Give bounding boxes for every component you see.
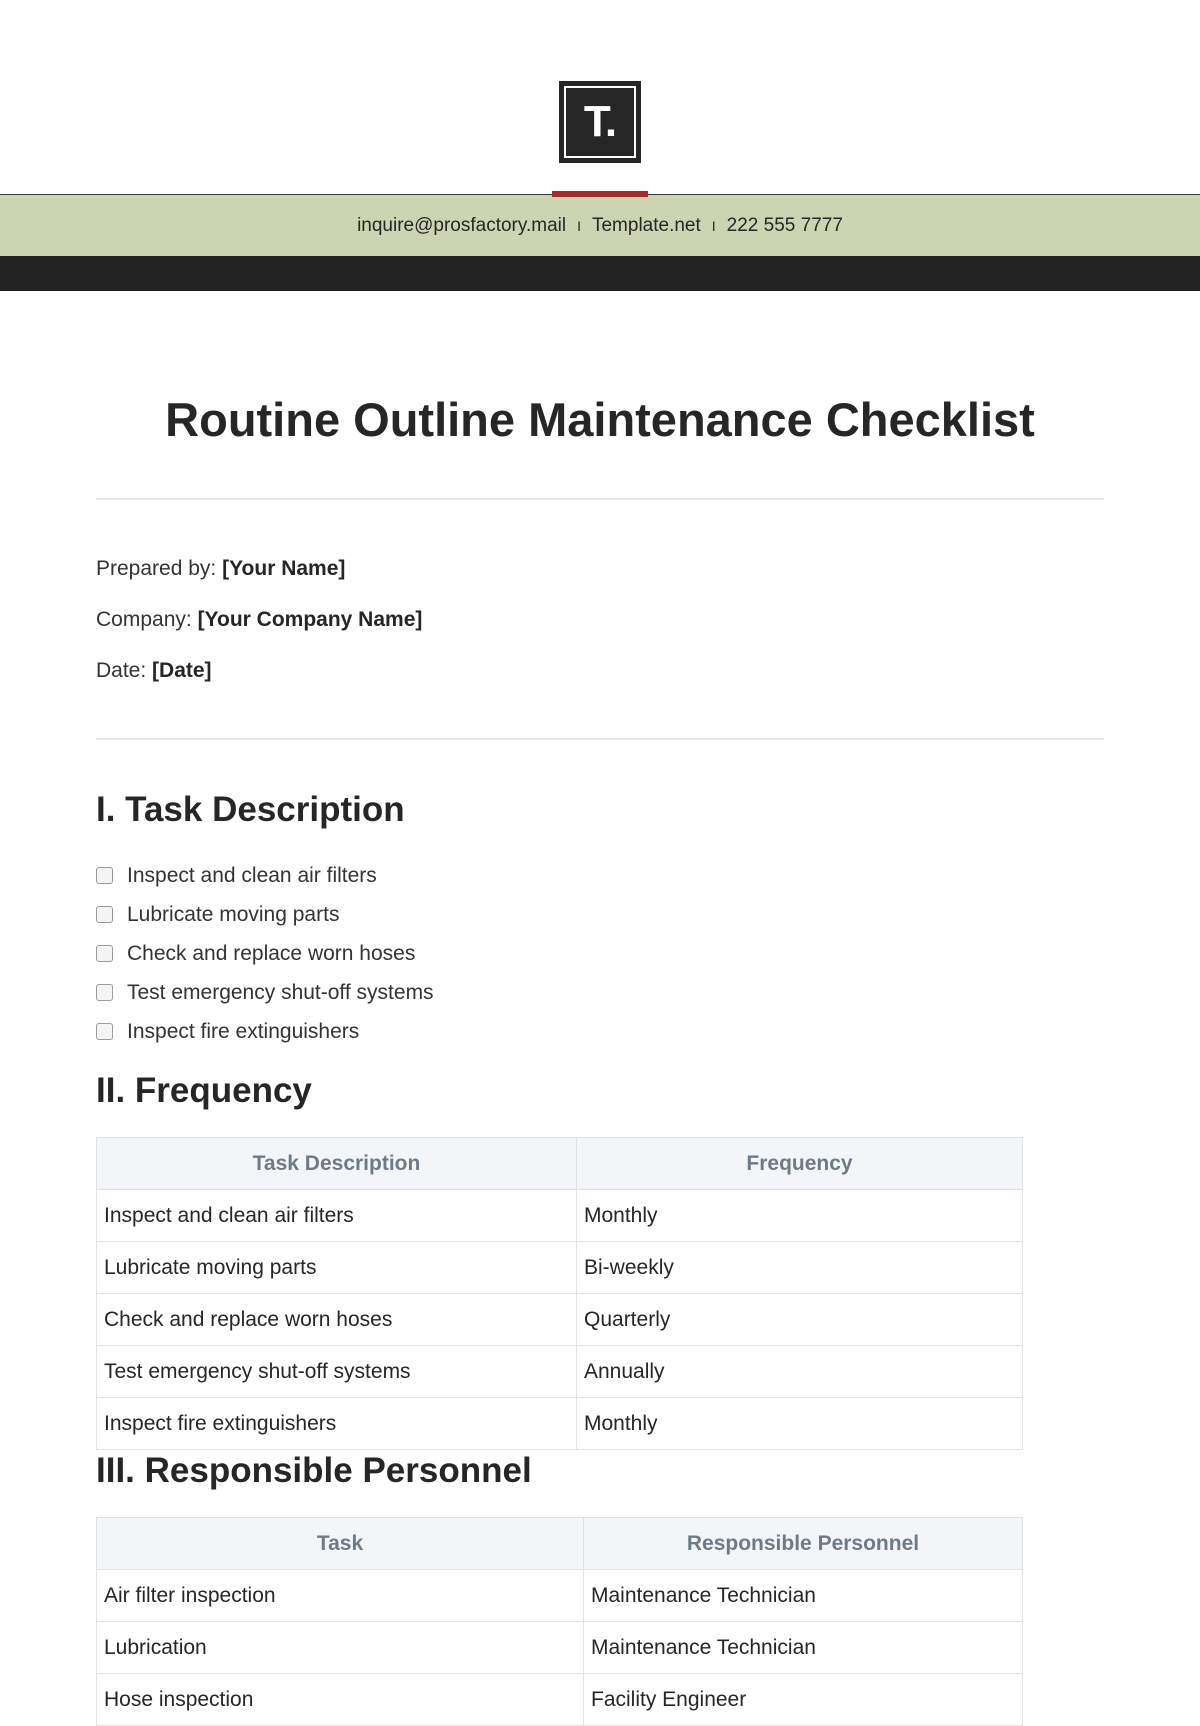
checklist-item [96, 934, 434, 973]
meta-value: [Your Company Name] [197, 608, 423, 631]
checklist-item [96, 895, 434, 934]
table-cell: Air filter inspection [97, 1570, 584, 1622]
table-cell: Test emergency shut-off systems [97, 1346, 577, 1398]
contact-website: Template.net [591, 214, 701, 236]
contact-separator: I [577, 217, 581, 234]
meta-value: [Your Name] [222, 557, 346, 580]
contact-phone: 222 555 7777 [726, 214, 843, 236]
checklist-item-label: Lubricate moving parts [127, 902, 340, 926]
table-cell: Check and replace worn hoses [97, 1294, 577, 1346]
company-logo [559, 81, 641, 163]
meta-label: Date: [96, 659, 147, 682]
checkbox[interactable] [96, 867, 113, 884]
meta-company [96, 608, 422, 632]
checkbox[interactable] [96, 906, 113, 923]
divider [96, 498, 1104, 500]
column-header: Task [97, 1518, 584, 1570]
column-header: Frequency [577, 1138, 1023, 1190]
table-cell: Quarterly [577, 1294, 1023, 1346]
table-header-row [97, 1138, 1023, 1190]
section-heading-task-description: I. Task Description [96, 790, 405, 829]
logo-text: T. [564, 86, 636, 158]
meta-prepared-by [96, 557, 345, 581]
table-cell: Bi-weekly [577, 1242, 1023, 1294]
column-header: Responsible Personnel [584, 1518, 1023, 1570]
personnel-table [96, 1517, 1023, 1726]
table-cell: Lubricate moving parts [97, 1242, 577, 1294]
table-header-row [97, 1518, 1023, 1570]
checklist-item [96, 1012, 434, 1051]
table-cell: Maintenance Technician [584, 1622, 1023, 1674]
checkbox[interactable] [96, 1023, 113, 1040]
table-cell: Monthly [577, 1398, 1023, 1450]
contact-band [0, 194, 1200, 256]
meta-value: [Date] [152, 659, 212, 682]
checklist-item [96, 973, 434, 1012]
section-heading-frequency: II. Frequency [96, 1071, 312, 1110]
table-cell: Lubrication [97, 1622, 584, 1674]
column-header: Task Description [97, 1138, 577, 1190]
table-cell: Facility Engineer [584, 1674, 1023, 1726]
table-cell: Monthly [577, 1190, 1023, 1242]
meta-label: Company: [96, 608, 192, 631]
table-row [97, 1398, 1023, 1450]
table-row [97, 1242, 1023, 1294]
checkbox[interactable] [96, 984, 113, 1001]
task-checklist [96, 856, 434, 1051]
contact-email: inquire@prosfactory.mail [357, 214, 567, 236]
section-heading-personnel: III. Responsible Personnel [96, 1451, 532, 1490]
dark-band [0, 256, 1200, 291]
checklist-item-label: Test emergency shut-off systems [127, 980, 434, 1004]
frequency-table [96, 1137, 1023, 1450]
checklist-item-label: Check and replace worn hoses [127, 941, 416, 965]
table-row [97, 1570, 1023, 1622]
table-cell: Inspect and clean air filters [97, 1190, 577, 1242]
table-row [97, 1190, 1023, 1242]
table-cell: Maintenance Technician [584, 1570, 1023, 1622]
accent-mark [552, 191, 648, 197]
checklist-item [96, 856, 434, 895]
page-title: Routine Outline Maintenance Checklist [165, 393, 1035, 446]
table-cell: Hose inspection [97, 1674, 584, 1726]
checkbox[interactable] [96, 945, 113, 962]
table-row [97, 1674, 1023, 1726]
checklist-item-label: Inspect fire extinguishers [127, 1019, 360, 1043]
divider [96, 738, 1104, 740]
contact-separator: I [711, 217, 716, 234]
table-cell: Annually [577, 1346, 1023, 1398]
meta-label: Prepared by: [96, 557, 217, 580]
meta-date [96, 659, 212, 683]
table-row [97, 1622, 1023, 1674]
table-cell: Inspect fire extinguishers [97, 1398, 577, 1450]
table-row [97, 1294, 1023, 1346]
checklist-item-label: Inspect and clean air filters [127, 863, 377, 887]
table-row [97, 1346, 1023, 1398]
